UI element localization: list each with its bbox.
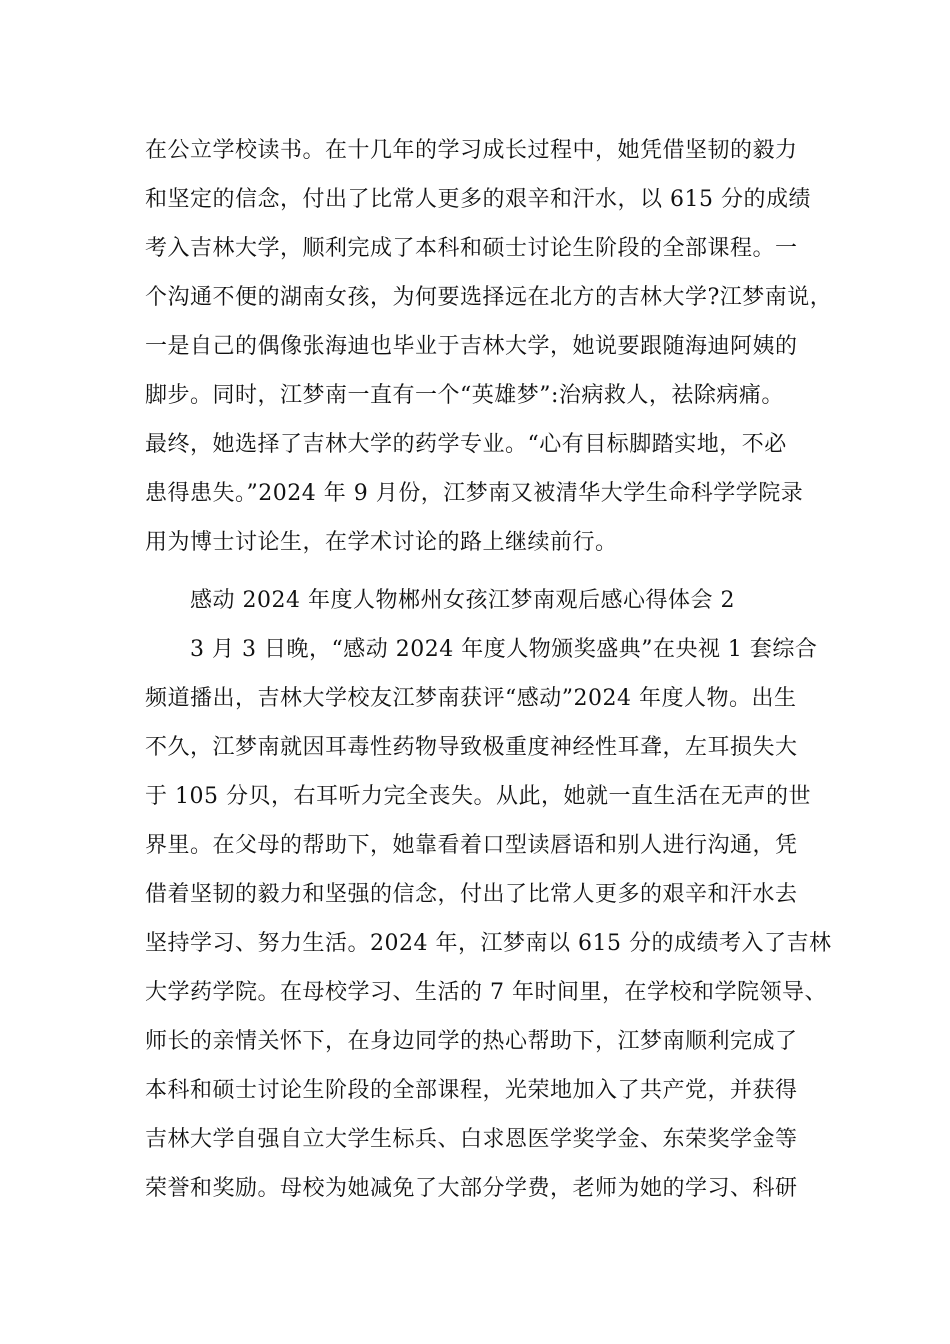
text-line: 于 105 分贝，右耳听力完全丧失。从此，她就一直生活在无声的世 <box>145 784 811 809</box>
text-line: 不久，江梦南就因耳毒性药物导致极重度神经性耳聋，左耳损失大 <box>145 735 798 760</box>
text-line: 在公立学校读书。在十几年的学习成长过程中，她凭借坚韧的毅力 <box>145 138 798 163</box>
text-line: 个沟通不便的湖南女孩，为何要选择远在北方的吉林大学?江梦南说， <box>145 285 833 310</box>
text-line: 频道播出，吉林大学校友江梦南获评“感动”2024 年度人物。出生 <box>145 686 797 711</box>
section-heading: 感动 2024 年度人物郴州女孩江梦南观后感心得体会 2 <box>190 588 735 613</box>
text-line: 本科和硕士讨论生阶段的全部课程，光荣地加入了共产党，并获得 <box>145 1078 798 1103</box>
text-line: 荣誉和奖励。母校为她减免了大部分学费，老师为她的学习、科研 <box>145 1176 798 1201</box>
text-line: 坚持学习、努力生活。2024 年，江梦南以 615 分的成绩考入了吉林 <box>145 931 832 956</box>
text-line: 师长的亲情关怀下，在身边同学的热心帮助下，江梦南顺利完成了 <box>145 1029 798 1054</box>
text-line: 借着坚韧的毅力和坚强的信念，付出了比常人更多的艰辛和汗水去 <box>145 882 798 907</box>
text-line: 大学药学院。在母校学习、生活的 7 年时间里，在学校和学院领导、 <box>145 980 827 1005</box>
text-line: 患得患失。”2024 年 9 月份，江梦南又被清华大学生命科学学院录 <box>145 481 804 506</box>
text-line: 一是自己的偶像张海迪也毕业于吉林大学，她说要跟随海迪阿姨的 <box>145 334 798 359</box>
text-line: 吉林大学自强自立大学生标兵、白求恩医学奖学金、东荣奖学金等 <box>145 1127 798 1152</box>
text-line: 用为博士讨论生，在学术讨论的路上继续前行。 <box>145 530 618 555</box>
text-line: 脚步。同时，江梦南一直有一个“英雄梦”:治病救人，祛除病痛。 <box>145 383 784 408</box>
text-line: 界里。在父母的帮助下，她靠看着口型读唇语和别人进行沟通，凭 <box>145 833 798 858</box>
text-line: 和坚定的信念，付出了比常人更多的艰辛和汗水，以 615 分的成绩 <box>145 187 811 212</box>
text-line: 考入吉林大学，顺利完成了本科和硕士讨论生阶段的全部课程。一 <box>145 236 798 261</box>
text-line: 3 月 3 日晚，“感动 2024 年度人物颁奖盛典”在央视 1 套综合 <box>190 637 818 662</box>
text-line: 最终，她选择了吉林大学的药学专业。“心有目标脚踏实地，不必 <box>145 432 787 457</box>
